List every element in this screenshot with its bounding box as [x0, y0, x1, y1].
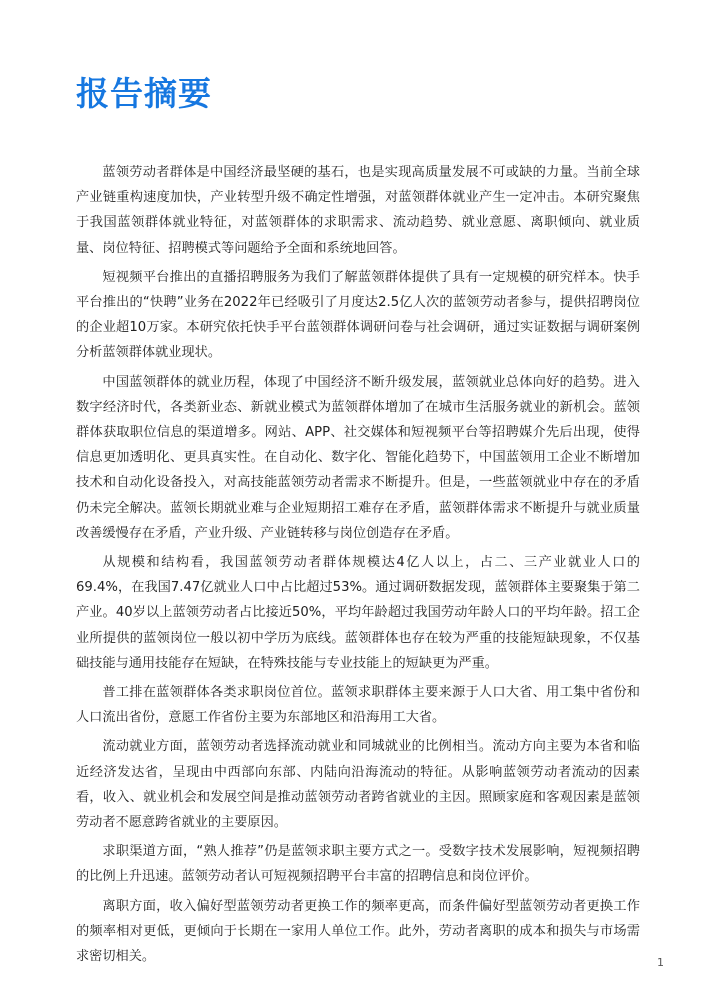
paragraph: 普工排在蓝领群体各类求职岗位首位。蓝领求职群体主要来源于人口大省、用工集中省份和人口流出省份，意愿工作省份主要为东部地区和沿海用工大省。 [76, 685, 640, 726]
summary-body [76, 160, 640, 973]
paragraph: 离职方面，收入偏好型蓝领劳动者更换工作的频率更高，而条件偏好型蓝领劳动者更换工作的频率相对更低，更倾向于长期在一家用人单位工作。此外，劳动者离职的成本和损失与市场需求密切相关。 [76, 898, 640, 965]
report-summary-title: 报告摘要 [76, 74, 212, 113]
paragraph: 从规模和结构看，我国蓝领劳动者群体规模达4亿人以上，占二、三产业就业人口的69.4%，在我国7.47亿就业人口中占比超过53%。通过调研数据发现，蓝领群体主要聚集于第二产业。40岁以上蓝领劳动者占比接近50%，平均年龄超过我国劳动年龄人口的平均年龄。招工企业所提供的蓝领岗位一般以初中学历为底线。蓝领群体也存在较为严重的技能短缺现象，不仅基础技能与通用技能存在短缺，在特殊技能与专业技能上的短缺更为严重。 [76, 555, 640, 671]
paragraph: 蓝领劳动者群体是中国经济最坚硬的基石，也是实现高质量发展不可或缺的力量。当前全球产业链重构速度加快，产业转型升级不确定性增强，对蓝领群体就业产生一定冲击。本研究聚焦于我国蓝领群体就业特征，对蓝领群体的求职需求、流动趋势、就业意愿、离职倾向、就业质量、岗位特征、招聘模式等问题给予全面和系统地回答。 [76, 165, 640, 256]
paragraph: 中国蓝领群体的就业历程，体现了中国经济不断升级发展，蓝领就业总体向好的趋势。进入数字经济时代，各类新业态、新就业模式为蓝领群体增加了在城市生活服务就业的新机会。蓝领群体获取职位信息的渠道增多。网站、APP、社交媒体和短视频平台等招聘媒介先后出现，使得信息更加透明化、更具真实性。在自动化、数字化、智能化趋势下，中国蓝领用工企业不断增加技术和自动化设备投入，对高技能蓝领劳动者需求不断提升。但是，一些蓝领就业中存在的矛盾仍未完全解决。蓝领长期就业难与企业短期招工难存在矛盾，蓝领群体需求不断提升与就业质量改善缓慢存在矛盾，产业升级、产业链转移与岗位创造存在矛盾。 [76, 374, 640, 541]
page-number: 1 [657, 956, 664, 969]
paragraph: 求职渠道方面，“熟人推荐”仍是蓝领求职主要方式之一。受数字技术发展影响，短视频招聘的比例上升迅速。蓝领劳动者认可短视频招聘平台丰富的招聘信息和岗位评价。 [76, 844, 640, 885]
paragraph: 短视频平台推出的直播招聘服务为我们了解蓝领群体提供了具有一定规模的研究样本。快手平台推出的“快聘”业务在2022年已经吸引了月度达2.5亿人次的蓝领劳动者参与，提供招聘岗位的企业超10万家。本研究依托快手平台蓝领群体调研问卷与社会调研，通过实证数据与调研案例分析蓝领群体就业现状。 [76, 269, 640, 361]
paragraph: 流动就业方面，蓝领劳动者选择流动就业和同城就业的比例相当。流动方向主要为本省和临近经济发达省，呈现由中西部向东部、内陆向沿海流动的特征。从影响蓝领劳动者流动的因素看，收入、就业机会和发展空间是推动蓝领劳动者跨省就业的主因。照顾家庭和客观因素是蓝领劳动者不愿意跨省就业的主要原因。 [76, 739, 640, 831]
